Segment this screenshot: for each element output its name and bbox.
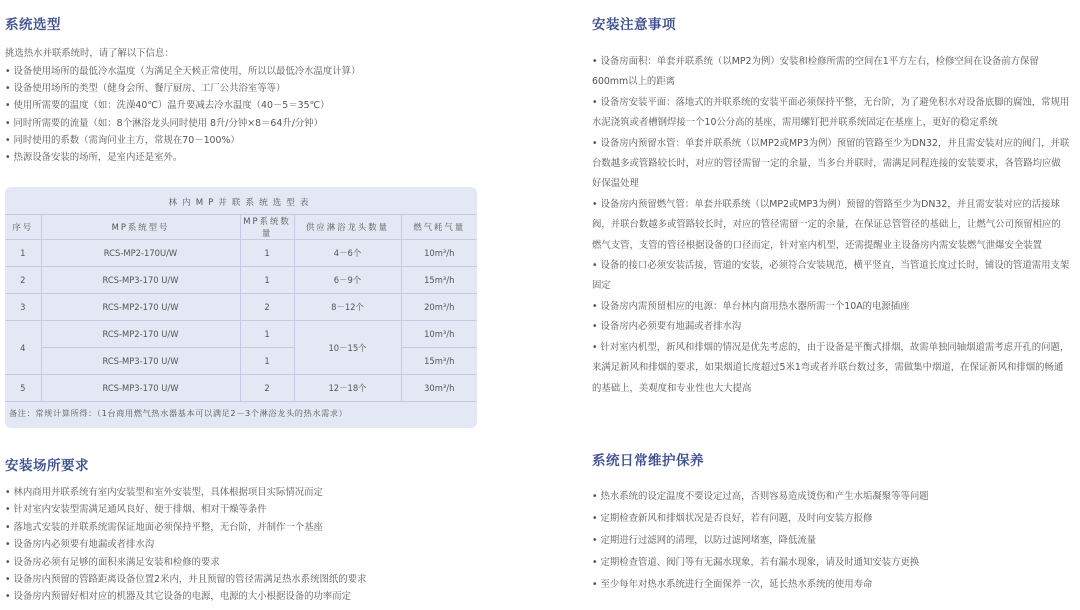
cell-no: 4	[5, 321, 41, 375]
install-notes-title: 安装注意事项	[592, 17, 676, 33]
list-item: • 使用所需要的温度（如：洗澡40℃）温升要减去冷水温度（40－5＝35℃）	[5, 97, 360, 114]
list-item: • 设备房内预留好相对应的机器及其它设备的电源，电源的大小根据设备的功率而定	[5, 588, 366, 605]
list-item: • 定期检查新风和排烟状况是否良好，若有问题，及时向安装方报修	[592, 508, 929, 530]
list-item: • 同时所需要的流量（如：8个淋浴龙头同时使用 8升/分钟×8＝64升/分钟）	[5, 115, 360, 132]
table-row	[5, 294, 477, 321]
list-item: • 定期进行过滤网的清理，以防过滤网堵塞，降低流量	[592, 530, 929, 552]
table-row	[5, 375, 477, 402]
list-item: • 针对室内机型，新风和排烟的情况是优先考虑的，由于设备是平衡式排烟，故需单独同轴烟道需考虑开孔的问题，来满足新风和排烟的要求，如果烟道长度超过5米1弯或者并联台数过多，需做集中烟道，在保证新风和排烟的畅通的基础上，美观度和专业性也大大提高	[592, 338, 1070, 399]
header-taps: 供应淋浴龙头数量	[294, 215, 401, 240]
cell-no: 5	[5, 375, 41, 402]
system-selection-list	[5, 63, 360, 166]
list-item: • 同时使用的系数（需询问业主方，常规在70－100%）	[5, 132, 360, 149]
install-site-title: 安装场所要求	[5, 458, 89, 474]
cell-gas: 20m³/h	[401, 294, 477, 321]
table-note: 备注：常规计算所得：（1台商用燃气热水器基本可以满足2－3个淋浴龙头的热水需求）	[9, 408, 348, 418]
table-row	[5, 240, 477, 267]
selection-table	[5, 214, 477, 402]
cell-qty: 1	[240, 348, 294, 375]
list-item: • 设备房必须有足够的面积来满足安装和检修的要求	[5, 554, 366, 571]
cell-qty: 2	[240, 294, 294, 321]
list-item: • 设备房内需预留相应的电源：单台林内商用热水器所需一个10A的电源插座	[592, 297, 1070, 317]
cell-no: 2	[5, 267, 41, 294]
list-item: • 落地式安装的并联系统需保证地面必须保持平整，无台阶，并制作一个基座	[5, 519, 366, 536]
cell-model: RCS-MP2-170 U/W	[41, 294, 240, 321]
cell-taps: 4－6个	[294, 240, 401, 267]
header-qty: MP系统数量	[240, 215, 294, 240]
list-item: • 定期检查管道、阀门等有无漏水现象，若有漏水现象，请及时通知安装方更换	[592, 552, 929, 574]
list-item: • 设备的接口必须安装活接，管道的安装，必须符合安装规范，横平竖直，当管道长度过长时，铺设的管道需用支架固定	[592, 256, 1070, 297]
list-item: • 设备房面积：单套并联系统（以MP2为例）安装和检修所需的空间在1平方左右，检修空间在设备前方保留600mm以上的距离	[592, 52, 1070, 93]
list-item: • 针对室内安装型需满足通风良好、便于排烟、相对干燥等条件	[5, 501, 366, 518]
install-site-list	[5, 484, 366, 606]
cell-gas: 15m³/h	[401, 348, 477, 375]
system-selection-title: 系统选型	[5, 17, 61, 33]
cell-model: RCS-MP3-170 U/W	[41, 348, 240, 375]
cell-qty: 2	[240, 375, 294, 402]
header-gas: 燃气耗气量	[401, 215, 477, 240]
cell-gas: 30m³/h	[401, 375, 477, 402]
cell-no: 1	[5, 240, 41, 267]
cell-model: RCS-MP3-170 U/W	[41, 267, 240, 294]
table-header-row	[5, 215, 477, 240]
cell-model: RCS-MP3-170 U/W	[41, 375, 240, 402]
list-item: • 设备房内必须要有地漏或者排水沟	[5, 536, 366, 553]
table-row	[5, 267, 477, 294]
cell-qty: 1	[240, 240, 294, 267]
list-item: • 热水系统的设定温度不要设定过高，否则容易造成烫伤和产生水垢凝聚等等问题	[592, 486, 929, 508]
cell-no: 3	[5, 294, 41, 321]
cell-qty: 1	[240, 321, 294, 348]
table-row	[5, 321, 477, 348]
header-no: 序号	[5, 215, 41, 240]
table-caption: 林内MP并联系统选型表	[168, 198, 314, 208]
list-item: • 林内商用并联系统有室内安装型和室外安装型，具体根据项目实际情况而定	[5, 484, 366, 501]
list-item: • 设备房内必须要有地漏或者排水沟	[592, 317, 1070, 337]
cell-taps: 6－9个	[294, 267, 401, 294]
header-model: MP系统型号	[41, 215, 240, 240]
cell-gas: 10m³/h	[401, 240, 477, 267]
system-selection-intro: 挑选热水并联系统时，请了解以下信息：	[5, 48, 174, 59]
cell-qty: 1	[240, 267, 294, 294]
table-row	[5, 348, 477, 375]
cell-gas: 10m³/h	[401, 321, 477, 348]
list-item: • 至少每年对热水系统进行全面保养一次，延长热水系统的使用寿命	[592, 574, 929, 596]
cell-taps: 10－15个	[294, 321, 401, 375]
cell-taps: 8－12个	[294, 294, 401, 321]
cell-model: RCS-MP2-170 U/W	[41, 321, 240, 348]
list-item: • 设备房内预留水管：单套并联系统（以MP2或MP3为例）预留的管路至少为DN32，并且需安装对应的阀门，并联台数越多或管路较长时，对应的管径需留一定的余量，当多台并联时，需满足同程连接的安装要求，各管路均应做好保温处理	[592, 134, 1070, 195]
list-item: • 设备房内预留燃气管：单套并联系统（以MP2或MP3为例）预留的管路至少为DN32，并且需安装对应的活接球阀，并联台数越多或管路较长时，对应的管径需留一定的余量，在保证总管管径的基础上，让燃气公司预留相应的燃气支管，支管的管径根据设备的口径而定，针对室内机型，还需提醒业主设备房内需安装燃气泄爆安全装置	[592, 195, 1070, 256]
list-item: • 热源设备安装的场所，是室内还是室外。	[5, 149, 360, 166]
maintenance-list	[592, 486, 929, 596]
maintenance-title: 系统日常维护保养	[592, 453, 704, 469]
install-notes-list	[592, 52, 1070, 399]
cell-taps: 12－18个	[294, 375, 401, 402]
selection-table-panel	[5, 187, 477, 428]
cell-gas: 15m³/h	[401, 267, 477, 294]
list-item: • 设备房内预留的管路距离设备位置2米内，并且预留的管径需满足热水系统图纸的要求	[5, 571, 366, 588]
list-item: • 设备使用场所的最低冷水温度（为满足全天候正常使用，所以以最低冷水温度计算）	[5, 63, 360, 80]
list-item: • 设备使用场所的类型（健身会所、餐厅厨房、工厂公共浴室等等）	[5, 80, 360, 97]
cell-model: RCS-MP2-170U/W	[41, 240, 240, 267]
list-item: • 设备房安装平面：落地式的并联系统的安装平面必须保持平整，无台阶，为了避免积水对设备底脚的腐蚀，常规用水泥浇筑或者槽钢焊接一个10公分高的基座，需用螺钉把并联系统固定在基座上，更好的稳定系统	[592, 93, 1070, 134]
